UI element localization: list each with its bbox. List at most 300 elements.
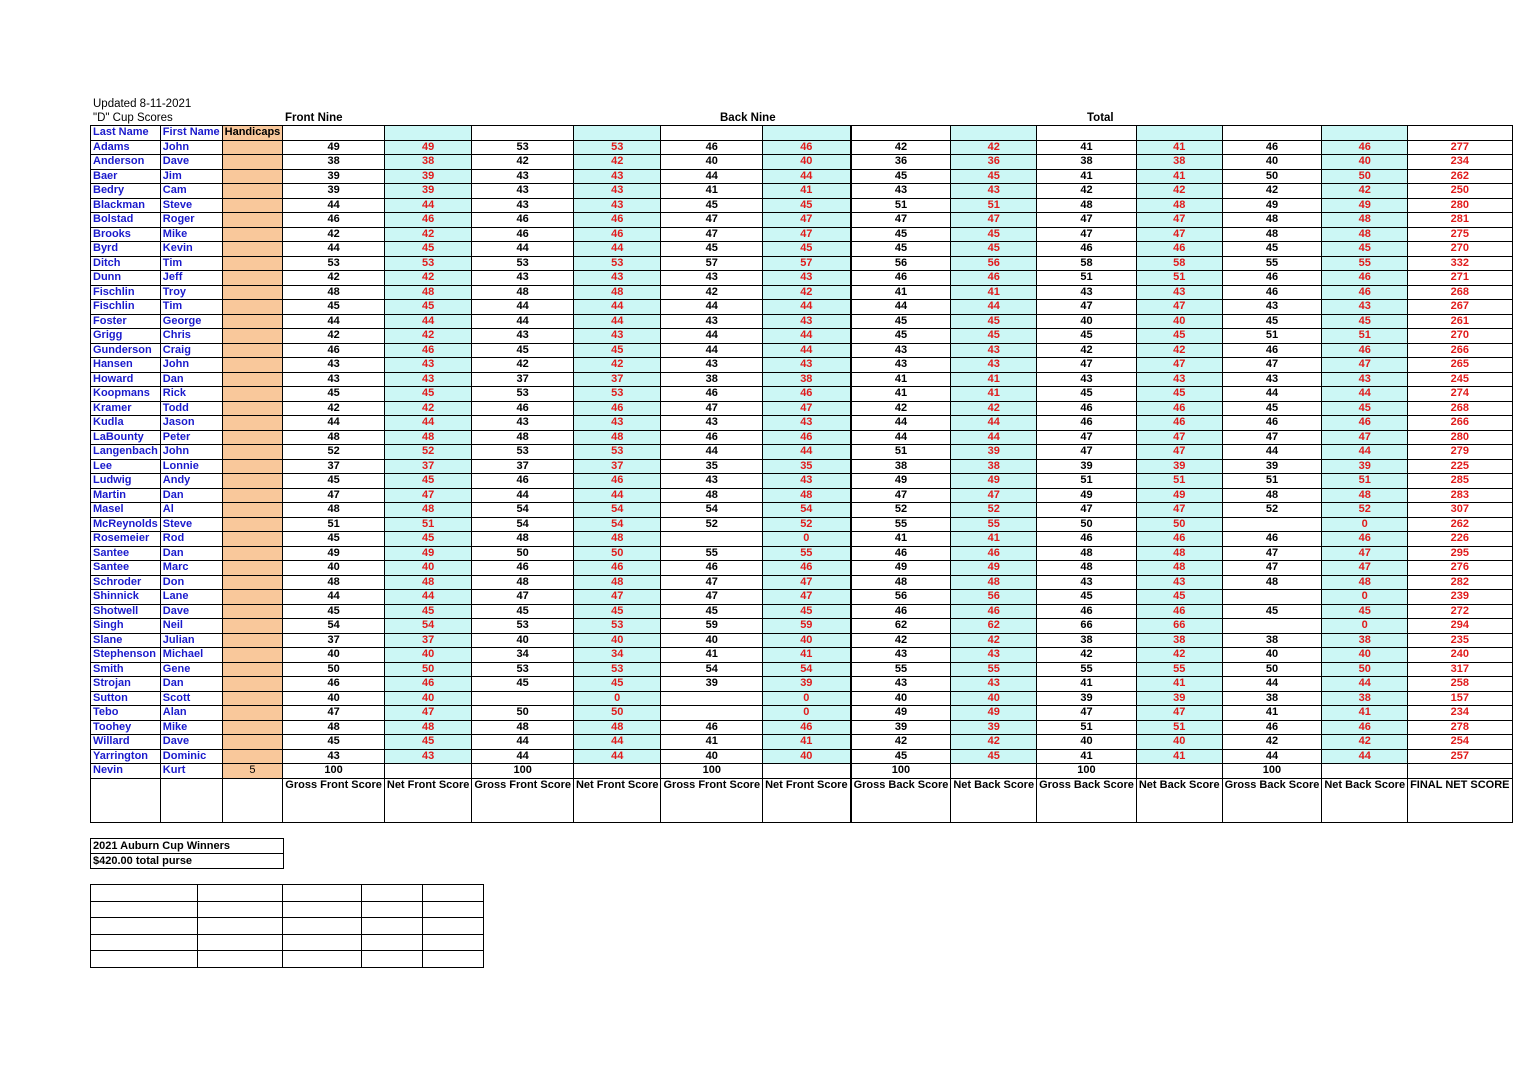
gross-score-cell: 46 <box>1037 401 1137 416</box>
gross-score-cell: 44 <box>472 314 574 329</box>
table-row <box>91 169 1513 184</box>
net-score-cell: 39 <box>951 445 1037 460</box>
last-name-cell: Smith <box>91 662 161 677</box>
first-name-cell: Chris <box>160 329 222 344</box>
winners-grid-row <box>91 885 484 902</box>
gross-score-cell: 44 <box>1222 677 1322 692</box>
footer-blank-cell <box>160 778 222 822</box>
gross-score-cell: 41 <box>1037 140 1137 155</box>
first-name-cell: Dominic <box>160 749 222 764</box>
gross-score-cell: 43 <box>661 416 763 431</box>
gross-score-cell: 43 <box>661 358 763 373</box>
total-cell: 332 <box>1408 256 1512 271</box>
first-name-cell: Craig <box>160 343 222 358</box>
last-name-cell: Strojan <box>91 677 161 692</box>
table-row <box>91 474 1513 489</box>
net-score-cell: 50 <box>384 662 472 677</box>
net-score-cell: 66 <box>1136 619 1222 634</box>
last-name-cell: Kudla <box>91 416 161 431</box>
gross-score-cell: 55 <box>1037 662 1137 677</box>
net-score-cell: 46 <box>763 430 851 445</box>
net-score-cell: 48 <box>384 503 472 518</box>
gross-score-cell: 45 <box>851 329 951 344</box>
total-cell: 225 <box>1408 459 1512 474</box>
net-score-cell: 54 <box>763 503 851 518</box>
net-score-cell: 48 <box>573 430 661 445</box>
handicap-cell <box>222 358 283 373</box>
first-name-cell: Rick <box>160 387 222 402</box>
net-score-cell: 44 <box>384 416 472 431</box>
gross-score-cell: 40 <box>1222 155 1322 170</box>
gross-score-cell: 47 <box>1037 213 1137 228</box>
handicap-cell <box>222 387 283 402</box>
net-score-cell: 0 <box>1322 619 1408 634</box>
net-score-cell: 35 <box>763 459 851 474</box>
net-score-cell: 49 <box>951 474 1037 489</box>
net-score-cell: 42 <box>384 271 472 286</box>
gross-score-cell: 40 <box>283 561 385 576</box>
net-score-cell: 46 <box>573 474 661 489</box>
net-score-cell: 0 <box>1322 590 1408 605</box>
gross-score-cell: 41 <box>851 372 951 387</box>
net-score-cell: 50 <box>1322 662 1408 677</box>
net-score-cell: 45 <box>951 169 1037 184</box>
gross-score-cell: 48 <box>1222 227 1322 242</box>
first-name-cell: Julian <box>160 633 222 648</box>
net-score-cell: 47 <box>384 488 472 503</box>
total-cell: 266 <box>1408 343 1512 358</box>
net-score-cell: 0 <box>573 691 661 706</box>
gross-score-cell: 38 <box>661 372 763 387</box>
first-name-cell: Marc <box>160 561 222 576</box>
gross-score-cell: 38 <box>1037 633 1137 648</box>
gross-score-cell: 38 <box>283 155 385 170</box>
gross-score-cell: 42 <box>283 227 385 242</box>
gross-score-cell: 47 <box>1037 430 1137 445</box>
net-score-cell: 0 <box>763 532 851 547</box>
net-score-cell: 42 <box>763 285 851 300</box>
net-score-cell: 42 <box>1136 343 1222 358</box>
gross-score-cell: 46 <box>283 677 385 692</box>
gross-score-cell: 49 <box>1222 198 1322 213</box>
net-score-cell: 55 <box>951 662 1037 677</box>
gross-score-cell: 41 <box>661 648 763 663</box>
handicap-cell <box>222 749 283 764</box>
net-score-cell: 47 <box>763 590 851 605</box>
net-score-cell: 48 <box>1322 227 1408 242</box>
gross-score-cell: 40 <box>851 691 951 706</box>
net-score-cell: 0 <box>763 706 851 721</box>
handicaps-header: Handicaps <box>222 126 283 141</box>
gross-score-cell: 45 <box>1222 401 1322 416</box>
total-cell: 157 <box>1408 691 1512 706</box>
net-score-cell: 43 <box>763 358 851 373</box>
winners-grid <box>90 884 484 968</box>
first-name-cell: Peter <box>160 430 222 445</box>
gross-score-cell: 48 <box>1222 575 1322 590</box>
gross-score-cell: 49 <box>851 561 951 576</box>
gross-score-cell: 48 <box>472 532 574 547</box>
net-score-cell: 47 <box>1136 503 1222 518</box>
last-name-cell: Byrd <box>91 242 161 257</box>
table-row <box>91 546 1513 561</box>
gross-score-cell: 53 <box>472 662 574 677</box>
net-score-cell <box>1322 764 1408 779</box>
net-score-cell: 45 <box>384 474 472 489</box>
gross-score-cell: 48 <box>472 430 574 445</box>
gross-score-cell: 42 <box>472 358 574 373</box>
gross-score-cell: 45 <box>851 227 951 242</box>
net-score-cell: 52 <box>951 503 1037 518</box>
net-score-cell: 44 <box>1322 387 1408 402</box>
first-name-cell: Mike <box>160 227 222 242</box>
gross-score-cell: 47 <box>1037 445 1137 460</box>
total-cell: 276 <box>1408 561 1512 576</box>
winners-grid-cell <box>198 918 283 935</box>
net-score-cell: 47 <box>763 575 851 590</box>
gross-score-cell: 48 <box>283 430 385 445</box>
gross-score-cell: 38 <box>1222 691 1322 706</box>
gross-score-cell: 47 <box>1037 227 1137 242</box>
net-score-cell: 51 <box>1136 720 1222 735</box>
winners-grid-cell <box>283 951 362 968</box>
net-score-cell: 51 <box>1322 329 1408 344</box>
gross-score-cell: 44 <box>851 416 951 431</box>
gross-score-cell: 45 <box>283 387 385 402</box>
net-score-cell: 48 <box>1322 575 1408 590</box>
table-row <box>91 198 1513 213</box>
gross-score-cell: 46 <box>283 213 385 228</box>
gross-score-cell <box>472 691 574 706</box>
column-label: Gross Front Score <box>472 778 574 822</box>
table-row <box>91 271 1513 286</box>
net-score-cell: 42 <box>1136 184 1222 199</box>
net-score-cell: 43 <box>573 169 661 184</box>
gross-score-cell: 42 <box>1222 184 1322 199</box>
column-label: Gross Front Score <box>283 778 385 822</box>
last-name-cell: Toohey <box>91 720 161 735</box>
winners-grid-cell <box>283 918 362 935</box>
net-score-cell: 0 <box>1322 517 1408 532</box>
net-score-cell: 54 <box>384 619 472 634</box>
total-cell: 250 <box>1408 184 1512 199</box>
gross-score-cell: 45 <box>472 343 574 358</box>
net-score-cell: 52 <box>384 445 472 460</box>
gross-score-cell: 43 <box>1222 372 1322 387</box>
net-score-cell: 43 <box>573 184 661 199</box>
handicap-cell <box>222 517 283 532</box>
last-name-cell: Santee <box>91 561 161 576</box>
column-label: Net Back Score <box>1136 778 1222 822</box>
winners-grid-cell <box>362 918 423 935</box>
last-name-cell: Yarrington <box>91 749 161 764</box>
table-row <box>91 691 1513 706</box>
gross-score-cell: 40 <box>661 155 763 170</box>
net-score-cell: 45 <box>384 387 472 402</box>
net-score-cell: 43 <box>951 358 1037 373</box>
gross-score-cell: 39 <box>1037 691 1137 706</box>
table-row <box>91 735 1513 750</box>
net-score-cell: 46 <box>1322 343 1408 358</box>
first-name-cell: Troy <box>160 285 222 300</box>
net-score-cell: 46 <box>1322 271 1408 286</box>
last-name-cell: Martin <box>91 488 161 503</box>
handicap-cell <box>222 227 283 242</box>
gross-score-cell: 50 <box>1222 169 1322 184</box>
gross-score-cell: 42 <box>661 285 763 300</box>
winners-grid-cell <box>198 934 283 951</box>
handicap-cell <box>222 619 283 634</box>
net-score-cell: 47 <box>763 401 851 416</box>
gross-score-cell: 49 <box>851 706 951 721</box>
gross-score-cell: 48 <box>472 285 574 300</box>
last-name-cell: Bedry <box>91 184 161 199</box>
net-score-cell: 46 <box>1136 416 1222 431</box>
gross-score-cell: 51 <box>1037 720 1137 735</box>
net-score-cell: 52 <box>763 517 851 532</box>
net-score-cell: 44 <box>951 430 1037 445</box>
gross-score-cell: 48 <box>283 720 385 735</box>
gross-score-cell: 43 <box>851 343 951 358</box>
first-name-cell: Dan <box>160 546 222 561</box>
winners-grid-row <box>91 951 484 968</box>
gross-score-cell: 47 <box>1222 358 1322 373</box>
gross-score-cell: 42 <box>851 633 951 648</box>
column-label: Gross Front Score <box>661 778 763 822</box>
gross-score-cell: 45 <box>851 749 951 764</box>
gross-score-cell: 47 <box>851 488 951 503</box>
gross-score-cell: 46 <box>472 213 574 228</box>
table-row <box>91 300 1513 315</box>
net-score-cell: 55 <box>951 517 1037 532</box>
handicap-cell <box>222 140 283 155</box>
net-score-cell: 48 <box>573 532 661 547</box>
total-cell: 294 <box>1408 619 1512 634</box>
last-name-cell: Blackman <box>91 198 161 213</box>
net-score-cell: 40 <box>763 633 851 648</box>
winners-grid-cell <box>91 951 198 968</box>
net-score-cell: 45 <box>763 604 851 619</box>
net-score-cell: 45 <box>1322 242 1408 257</box>
column-label: Gross Back Score <box>1222 778 1322 822</box>
table-row <box>91 619 1513 634</box>
net-score-cell: 39 <box>1136 691 1222 706</box>
first-name-cell: Dan <box>160 488 222 503</box>
gross-score-cell: 43 <box>472 198 574 213</box>
gross-score-cell: 47 <box>1222 546 1322 561</box>
net-score-cell: 39 <box>384 184 472 199</box>
table-row <box>91 604 1513 619</box>
net-score-cell: 45 <box>1322 314 1408 329</box>
net-score-cell: 48 <box>1136 546 1222 561</box>
net-score-cell: 49 <box>1136 488 1222 503</box>
gross-score-cell: 40 <box>472 633 574 648</box>
table-row <box>91 532 1513 547</box>
first-name-cell: Jason <box>160 416 222 431</box>
total-cell: 235 <box>1408 633 1512 648</box>
gross-score-cell: 45 <box>472 677 574 692</box>
winners-title: 2021 Auburn Cup Winners <box>91 839 284 854</box>
gross-score-cell: 44 <box>1222 749 1322 764</box>
net-score-cell: 45 <box>384 242 472 257</box>
table-row <box>91 416 1513 431</box>
net-score-cell: 47 <box>1322 561 1408 576</box>
net-score-cell: 51 <box>1136 474 1222 489</box>
net-score-cell: 41 <box>1136 677 1222 692</box>
gross-score-cell: 100 <box>851 764 951 779</box>
gross-score-cell: 54 <box>661 503 763 518</box>
net-score-cell: 45 <box>951 242 1037 257</box>
handicap-cell <box>222 169 283 184</box>
header-cell <box>283 126 385 141</box>
total-cell: 261 <box>1408 314 1512 329</box>
net-score-cell: 42 <box>951 735 1037 750</box>
gross-score-cell: 44 <box>283 198 385 213</box>
handicap-cell <box>222 503 283 518</box>
gross-score-cell: 43 <box>851 677 951 692</box>
last-name-cell: McReynolds <box>91 517 161 532</box>
net-score-cell: 43 <box>1136 285 1222 300</box>
gross-score-cell: 48 <box>472 720 574 735</box>
gross-score-cell: 49 <box>283 546 385 561</box>
gross-score-cell: 41 <box>661 184 763 199</box>
net-score-cell: 43 <box>763 416 851 431</box>
first-name-cell: John <box>160 140 222 155</box>
footer-blank-cell <box>91 778 161 822</box>
gross-score-cell: 49 <box>1037 488 1137 503</box>
header-cell <box>384 126 472 141</box>
winners-grid-cell <box>362 934 423 951</box>
net-score-cell: 43 <box>384 749 472 764</box>
last-name-cell: Slane <box>91 633 161 648</box>
gross-score-cell: 48 <box>1037 198 1137 213</box>
table-row <box>91 329 1513 344</box>
back-nine-label: Back Nine <box>720 112 776 124</box>
gross-score-cell: 46 <box>472 227 574 242</box>
table-row <box>91 648 1513 663</box>
gross-score-cell: 47 <box>1037 358 1137 373</box>
net-score-cell: 44 <box>573 488 661 503</box>
header-cell <box>1222 126 1322 141</box>
net-score-cell <box>951 764 1037 779</box>
gross-score-cell: 45 <box>1222 604 1322 619</box>
net-score-cell: 43 <box>1136 372 1222 387</box>
column-label: Net Front Score <box>384 778 472 822</box>
handicap-cell <box>222 430 283 445</box>
gross-score-cell: 40 <box>283 691 385 706</box>
net-score-cell: 45 <box>573 604 661 619</box>
last-name-cell: Tebo <box>91 706 161 721</box>
net-score-cell: 46 <box>763 720 851 735</box>
handicap-cell <box>222 532 283 547</box>
net-score-cell: 55 <box>1322 256 1408 271</box>
gross-score-cell: 44 <box>661 300 763 315</box>
winners-grid-cell <box>198 885 283 902</box>
total-cell: 234 <box>1408 706 1512 721</box>
net-score-cell: 44 <box>573 749 661 764</box>
total-cell: 271 <box>1408 271 1512 286</box>
handicap-cell <box>222 488 283 503</box>
first-name-cell: Alan <box>160 706 222 721</box>
net-score-cell: 39 <box>763 677 851 692</box>
gross-score-cell: 52 <box>661 517 763 532</box>
handicap-cell <box>222 401 283 416</box>
net-score-cell: 43 <box>1322 372 1408 387</box>
winners-grid-cell <box>423 885 484 902</box>
handicap-cell <box>222 662 283 677</box>
gross-score-cell: 42 <box>1222 735 1322 750</box>
gross-score-cell: 53 <box>472 445 574 460</box>
gross-score-cell: 37 <box>472 372 574 387</box>
first-name-cell: Scott <box>160 691 222 706</box>
winners-grid-cell <box>423 918 484 935</box>
column-label: Net Back Score <box>951 778 1037 822</box>
net-score-cell: 49 <box>384 546 472 561</box>
gross-score-cell: 43 <box>283 372 385 387</box>
gross-score-cell: 46 <box>1037 242 1137 257</box>
first-name-cell: Dave <box>160 735 222 750</box>
winners-grid-cell <box>91 918 198 935</box>
last-name-cell: Adams <box>91 140 161 155</box>
first-name-cell: John <box>160 358 222 373</box>
total-cell: 274 <box>1408 387 1512 402</box>
gross-score-cell: 46 <box>851 546 951 561</box>
total-cell: 270 <box>1408 242 1512 257</box>
net-score-cell: 47 <box>1136 227 1222 242</box>
gross-score-cell: 66 <box>1037 619 1137 634</box>
table-row <box>91 314 1513 329</box>
first-name-cell: Kevin <box>160 242 222 257</box>
table-row <box>91 242 1513 257</box>
gross-score-cell: 45 <box>283 604 385 619</box>
net-score-cell: 43 <box>384 372 472 387</box>
header-cell <box>763 126 851 141</box>
gross-score-cell: 58 <box>1037 256 1137 271</box>
handicap-cell <box>222 198 283 213</box>
last-name-cell: Fischlin <box>91 285 161 300</box>
gross-score-cell: 44 <box>661 329 763 344</box>
total-purse: $420.00 total purse <box>91 854 284 869</box>
net-score-cell: 38 <box>763 372 851 387</box>
net-score-cell: 45 <box>951 314 1037 329</box>
winners-grid-row <box>91 901 484 918</box>
last-name-cell: Ludwig <box>91 474 161 489</box>
net-score-cell: 46 <box>1322 140 1408 155</box>
gross-score-cell: 45 <box>1222 242 1322 257</box>
net-score-cell <box>763 764 851 779</box>
net-score-cell: 46 <box>763 140 851 155</box>
gross-score-cell: 46 <box>1222 532 1322 547</box>
net-score-cell: 46 <box>951 271 1037 286</box>
net-score-cell: 40 <box>1136 735 1222 750</box>
table-row <box>91 343 1513 358</box>
gross-score-cell: 43 <box>661 474 763 489</box>
net-score-cell: 46 <box>573 561 661 576</box>
first-name-cell: Lonnie <box>160 459 222 474</box>
net-score-cell: 44 <box>1322 677 1408 692</box>
gross-score-cell: 37 <box>283 459 385 474</box>
net-score-cell: 48 <box>573 575 661 590</box>
gross-score-cell: 55 <box>851 517 951 532</box>
net-score-cell: 41 <box>1136 140 1222 155</box>
handicap-cell <box>222 242 283 257</box>
table-row <box>91 227 1513 242</box>
header-cell <box>573 126 661 141</box>
handicap-cell <box>222 372 283 387</box>
net-score-cell: 44 <box>573 735 661 750</box>
gross-score-cell: 47 <box>1222 561 1322 576</box>
net-score-cell: 44 <box>763 169 851 184</box>
